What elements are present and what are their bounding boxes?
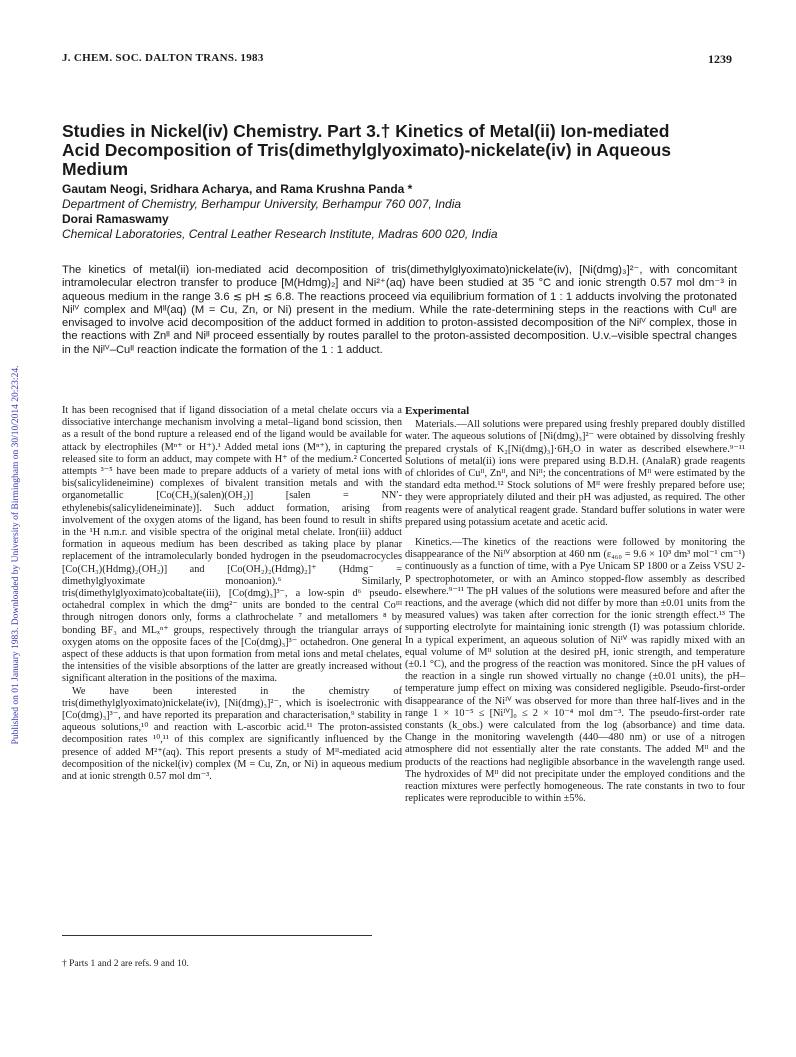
affiliation-2: Chemical Laboratories, Central Leather Research Institute, Madras 600 020, India	[62, 227, 498, 241]
author-names-2: Dorai Ramaswamy	[62, 212, 169, 226]
download-notice-text: Published on 01 January 1983. Downloaded by University of Birmingham on 30/10/2014 20:23:24.	[11, 365, 21, 745]
page-number: 1239	[708, 52, 732, 66]
download-notice	[6, 210, 21, 910]
journal-name: J. CHEM. SOC. DALTON TRANS. 1983	[62, 52, 264, 64]
abstract: The kinetics of metal(ii) ion-mediated acid decomposition of tris(dimethylglyoximato)nickelate(iv), [Ni(dmg)₃]²⁻, with concomitant intramolecular electron transfer to produce [M(Hdmg)₂] and Ni²⁺(aq) have been studied at 35 °C and ionic strength 0.57 mol dm⁻³ in aqueous medium in the range 3.6 ≲ pH ≲ 6.8. The reactions proceed via equilibrium formation of 1 : 1 adducts involving the protonated Niᴵⱽ complex and Mᴵᴵ(aq) (M = Cu, Zn, or Ni) present in the medium. While the rate-determining steps in the reactions with Cuᴵᴵ are envisaged to involve acid decomposition of the adduct formed in addition to proton-assisted decomposition of the Niᴵⱽ complex, those in the reactions with Znᴵᴵ and Niᴵᴵ proceed essentially by routes parallel to the proton-assisted decomposition. U.v.–visible spectral changes in the Niᴵⱽ–Cuᴵᴵ reaction indicate the formation of the 1 : 1 adduct.	[62, 264, 737, 356]
running-header	[62, 52, 732, 72]
affiliation-1: Department of Chemistry, Berhampur University, Berhampur 760 007, India	[62, 197, 462, 211]
author-block	[62, 182, 662, 242]
intro-paragraph-2: We have been interested in the chemistry of tris(dimethylglyoximato)nickelate(iv), [Ni(dmg)₃]²⁻, which is isoelectronic with [Co(dmg)₃]³⁻, and have reported its preparation and characterisation,⁹ stability in aqueous solutions,¹⁰ and reaction with L-ascorbic acid.¹¹ The proton-assisted decomposition rates ¹⁰,¹¹ of this complex are significantly influenced by the presence of added M²⁺(aq). This report presents a study of Mᴵᴵ-mediated acid decomposition of the nickel(iv) complex (M = Cu, Zn, or Ni) in aqueous medium and at ionic strength 0.57 mol dm⁻³.	[62, 685, 402, 783]
materials-paragraph: Materials.—All solutions were prepared using freshly prepared doubly distilled water. The aqueous solutions of [Ni(dmg)₃]²⁻ were obtained by dissolving freshly prepared crystals of K₂[Ni(dmg)₃]·6H₂O in water as described elsewhere.⁹⁻¹¹ Solutions of metal(ii) ions were prepared using B.D.H. (AnalaR) grade reagents of chlorides of Cuᴵᴵ, Znᴵᴵ, and Niᴵᴵ; the concentrations of Mᴵᴵ were estimated by the standard edta method.¹² Stock solutions of Mᴵᴵ were freshly prepared before use; they were appropriately diluted and their pH was adjusted, as required. The other reagents were of analytical reagent grade. Standard buffer solutions in water were prepared using potassium acetate and acetic acid.	[405, 419, 745, 528]
kinetics-paragraph: Kinetics.—The kinetics of the reactions were followed by monitoring the disappearance of the Niᴵⱽ absorption at 460 nm (ε₄₆₀ = 9.6 × 10³ dm³ mol⁻¹ cm⁻¹) continuously as a function of time, with a Pye Unicam SP 1800 or a Zeiss VSU 2-P spectrophotometer, or with an Aminco stopped-flow assembly as described elsewhere.⁹⁻¹¹ The pH values of the solutions were measured before and after the reactions, and the average (which did not differ by more than ±0.01 units from the measured values) was taken after correction for the ionic strength effect.¹³ The supporting electrolyte for maintaining ionic strength (I) was potassium chloride. In a typical experiment, an aqueous solution of Niᴵⱽ was rapidly mixed with an equal volume of Mᴵᴵ solution at the desired pH, ionic strength, and temperature (±0.1 °C), and the progress of the reaction was monitored. Since the pH values of the reaction in a single run showed virtually no change (±0.01 units), the pH–temperature jump effect on mixing was considered negligible. Pseudo-first-order disappearance of the Niᴵⱽ was observed for more than three half-lives and in the range 1 × 10⁻⁵ ≤ [Niᴵⱽ]₀ ≤ 2 × 10⁻⁴ mol dm⁻³. The pseudo-first-order rate constants (k_obs.) were calculated from the log (absorbance) and time data. Change in the monitoring wavelength (440—480 nm) or use of a nitrogen atmosphere did not essentially alter the rate constants. The added Mᴵᴵ and the products of the reactions had negligible absorbance in the wavelength range used. The hydroxides of Mᴵᴵ did not precipitate under the employed conditions and the reaction mixtures were perfectly homogeneous. The rate constants in two to four replicates were reproducible to within ±5%.	[405, 537, 745, 805]
article-title: Studies in Nickel(iv) Chemistry. Part 3.† Kinetics of Metal(ii) Ion-mediated Acid Decomposition of Tris(dimethylglyoximato)-nickelate(iv) in Aqueous Medium	[62, 121, 672, 179]
intro-paragraph-1: It has been recognised that if ligand dissociation of a metal chelate occurs via a dissociative interchange mechanism involving a metal–ligand bond scission, then as a result of the bond rupture a released end of the ligand would be available for attack by electrophiles (Mⁿ⁺ or H⁺).¹ Added metal ions (Mⁿ⁺), in capturing the released site to form an adduct, may compete with H⁺ of the medium.² Concerted attempts ³⁻⁵ have been made to prepare adducts of a variety of metal ions with bis(salicylideneimine) complexes of bivalent transition metals and with the organometallic [Co(CH₃)(salen)(OH₂)] [salen = NN′-ethylenebis(salicylideneiminate)]. Such adduct formation, arising from involvement of the oxygen atoms of the ligand, has been found to result in shifts in the ¹H n.m.r. and visible spectra of the original metal chelate. Iron(iii) adduct formation in aqueous medium has been described as taking place by planar replacement of the intramolecularly bonded hydrogen in the pseudomacrocycles [Co(CH₃)(Hdmg)₂(OH₂)] and [Co(OH₂)₂(Hdmg)₂]⁺ (Hdmg⁻ = dimethylglyoximate monoanion).⁶ Similarly, tris(dimethylglyoximato)cobaltate(iii), [Co(dmg)₃]³⁻, a low-spin d⁶ pseudo-octahedral complex in which the dmg²⁻ units are bonded to the central Coᴵᴵᴵ through nitrogen donors only, forms a clathrochelate ⁷ and metallomers ⁸ by bonding BF₃ and MLₓⁿ⁺ groups, respectively through the triangular arrays of oxygen atoms on the opposite faces of the [Co(dmg)₃]³⁻ octahedron. One general aspect of these adducts is that upon formation from metal ions and metal chelates, the intensities of the visible absorptions of the latter are greatly increased without significant alteration in the positions of the maxima.	[62, 405, 402, 685]
right-column	[405, 405, 745, 806]
author-names-1: Gautam Neogi, Sridhara Acharya, and Rama Krushna Panda *	[62, 182, 413, 196]
footnote: † Parts 1 and 2 are refs. 9 and 10.	[62, 959, 189, 969]
section-heading-experimental: Experimental	[405, 405, 470, 417]
footnote-divider	[62, 935, 372, 936]
left-column	[62, 405, 402, 783]
